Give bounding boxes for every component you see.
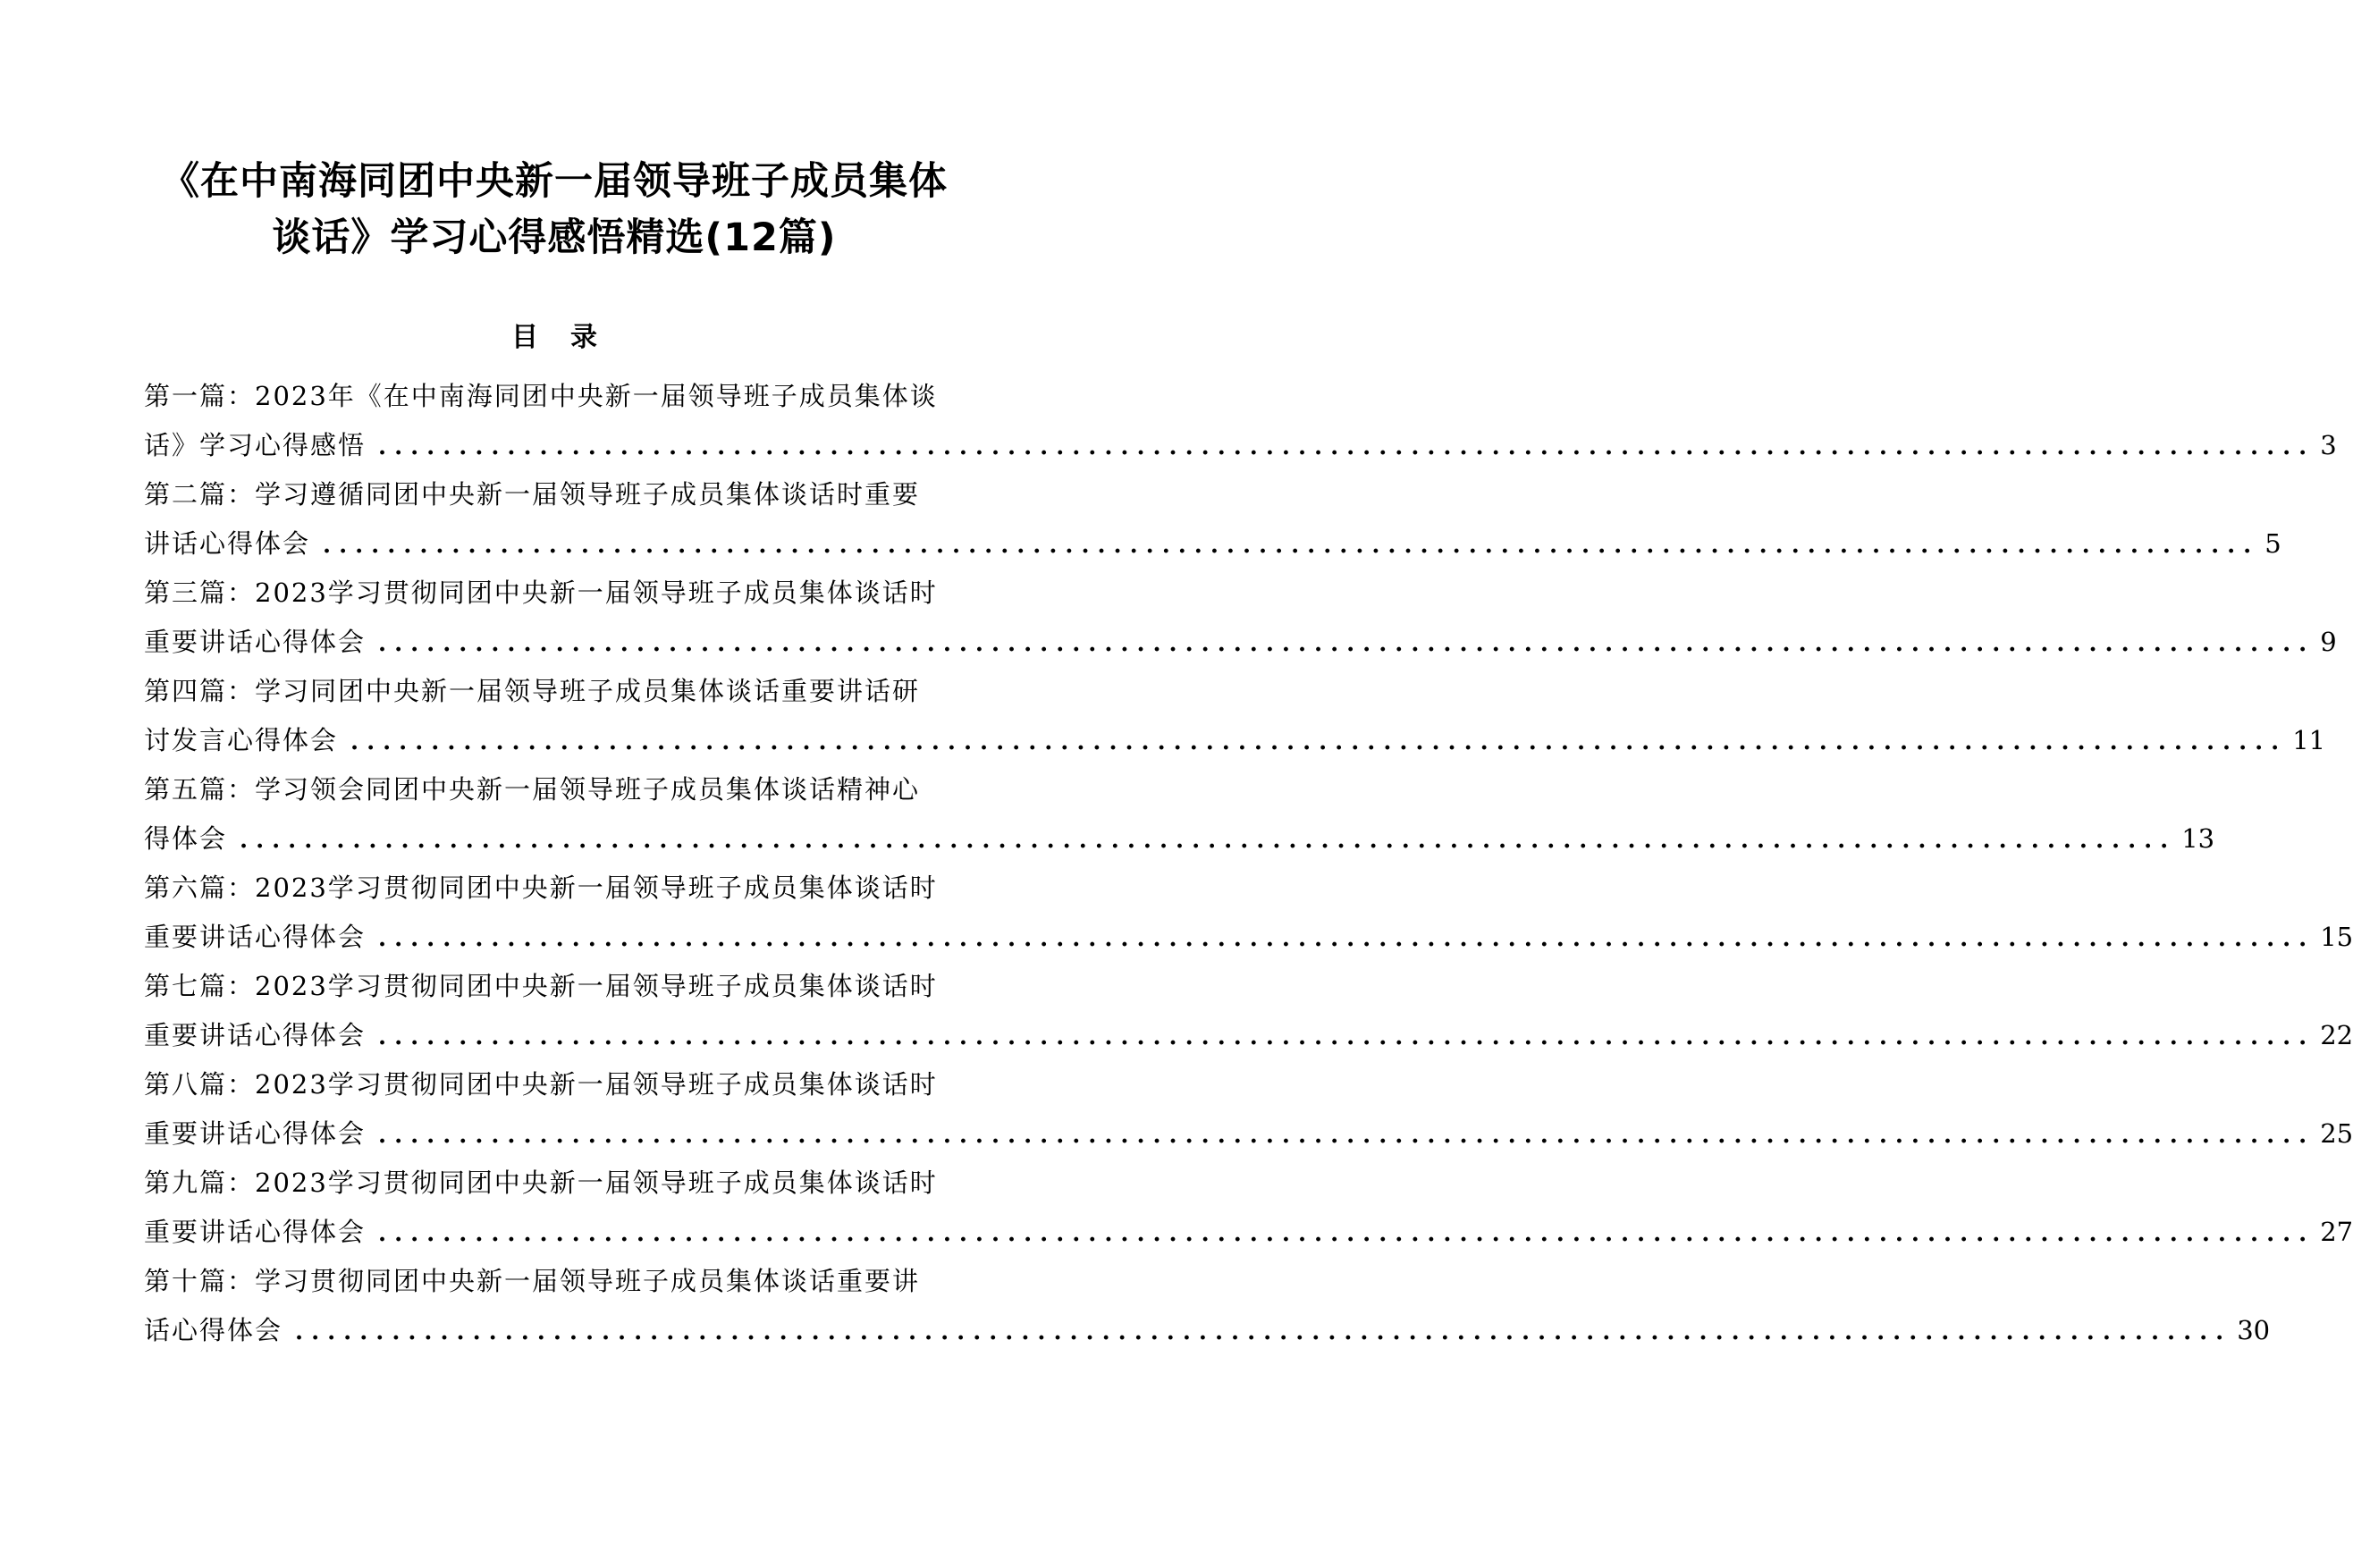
toc-page-number: 13 bbox=[2181, 823, 2215, 854]
dot-leader: ........................................................................................................................ bbox=[295, 1319, 2232, 1345]
toc-entry-title-continued: 重要讲话心得体会 bbox=[144, 1020, 367, 1050]
toc-entry-title: 第一篇：2023年《在中南海同团中央新一届领导班子成员集体谈 bbox=[144, 381, 938, 411]
toc-entry-title: 第五篇：学习领会同团中央新一届领导班子成员集体谈话精神心 bbox=[144, 774, 921, 805]
toc-entry-title: 第二篇：学习遵循同团中央新一届领导班子成员集体谈话时重要 bbox=[144, 479, 921, 510]
dot-leader: ........................................................................................................................ bbox=[378, 434, 2315, 460]
toc-entry-row bbox=[144, 814, 2215, 864]
toc-entry[interactable] bbox=[144, 1060, 2353, 1159]
toc-page-number: 30 bbox=[2237, 1315, 2271, 1345]
toc-entry[interactable] bbox=[144, 1159, 2353, 1257]
toc-entry-title-continued: 重要讲话心得体会 bbox=[144, 1217, 367, 1247]
toc-entry-row bbox=[144, 618, 2337, 667]
dot-leader: ........................................................................................................................ bbox=[240, 827, 2177, 854]
document-title-line-1: 《在中南海同团中央新一届领导班子成员集体 bbox=[161, 159, 948, 204]
toc-entry-row bbox=[144, 1306, 2271, 1355]
toc-page-number: 3 bbox=[2320, 430, 2337, 460]
dot-leader: ........................................................................................................................ bbox=[378, 630, 2315, 657]
toc-entry-title: 第四篇：学习同团中央新一届领导班子成员集体谈话重要讲话研 bbox=[144, 676, 921, 706]
toc-entry-title: 第三篇：2023学习贯彻同团中央新一届领导班子成员集体谈话时 bbox=[144, 577, 938, 608]
table-of-contents bbox=[144, 372, 2353, 1355]
toc-entry-title: 第六篇：2023学习贯彻同团中央新一届领导班子成员集体谈话时 bbox=[144, 873, 938, 903]
toc-entry-title-continued: 重要讲话心得体会 bbox=[144, 922, 367, 952]
toc-entry-title-continued: 话》学习心得感悟 bbox=[144, 430, 367, 460]
toc-entry-title-continued: 重要讲话心得体会 bbox=[144, 627, 367, 657]
document-title-line-2: 谈话》学习心得感悟精选(12篇) bbox=[272, 215, 837, 260]
dot-leader: ........................................................................................................................ bbox=[323, 532, 2260, 559]
dot-leader: ........................................................................................................................ bbox=[350, 729, 2288, 755]
document-title bbox=[107, 154, 1001, 266]
toc-entry-row bbox=[144, 1011, 2353, 1060]
toc-entry-row bbox=[144, 716, 2326, 765]
toc-entry[interactable] bbox=[144, 864, 2353, 962]
toc-entry[interactable] bbox=[144, 1257, 2271, 1355]
toc-entry-row bbox=[144, 1109, 2353, 1159]
toc-entry-title-continued: 讲话心得体会 bbox=[144, 528, 311, 559]
toc-entry[interactable] bbox=[144, 667, 2326, 765]
toc-entry-title-continued: 话心得体会 bbox=[144, 1315, 283, 1345]
toc-page-number: 11 bbox=[2292, 725, 2326, 755]
toc-entry-row bbox=[144, 1208, 2353, 1257]
toc-entry-title: 第八篇：2023学习贯彻同团中央新一届领导班子成员集体谈话时 bbox=[144, 1069, 938, 1100]
toc-entry[interactable] bbox=[144, 372, 2337, 470]
toc-entry-title-continued: 得体会 bbox=[144, 823, 228, 854]
toc-entry-title-continued: 重要讲话心得体会 bbox=[144, 1118, 367, 1149]
toc-entry[interactable] bbox=[144, 470, 2281, 569]
toc-entry-row bbox=[144, 421, 2337, 470]
toc-entry[interactable] bbox=[144, 765, 2215, 864]
toc-entry-title: 第九篇：2023学习贯彻同团中央新一届领导班子成员集体谈话时 bbox=[144, 1168, 938, 1198]
toc-entry[interactable] bbox=[144, 569, 2337, 667]
toc-page-number: 5 bbox=[2264, 528, 2281, 559]
toc-page-number: 25 bbox=[2320, 1118, 2353, 1149]
dot-leader: ........................................................................................................................ bbox=[378, 1220, 2315, 1247]
toc-entry-title-continued: 讨发言心得体会 bbox=[144, 725, 339, 755]
toc-page-number: 27 bbox=[2320, 1217, 2353, 1247]
toc-page-number: 15 bbox=[2320, 922, 2353, 952]
toc-heading: 目录 bbox=[511, 322, 629, 353]
toc-entry-title: 第七篇：2023学习贯彻同团中央新一届领导班子成员集体谈话时 bbox=[144, 971, 938, 1001]
dot-leader: ........................................................................................................................ bbox=[378, 1122, 2315, 1149]
toc-entry[interactable] bbox=[144, 962, 2353, 1060]
toc-page-number: 22 bbox=[2320, 1020, 2353, 1050]
dot-leader: ........................................................................................................................ bbox=[378, 925, 2315, 952]
dot-leader: ........................................................................................................................ bbox=[378, 1024, 2315, 1050]
toc-page-number: 9 bbox=[2320, 627, 2337, 657]
toc-entry-row bbox=[144, 913, 2353, 962]
toc-entry-row bbox=[144, 519, 2281, 569]
toc-entry-title: 第十篇：学习贯彻同团中央新一届领导班子成员集体谈话重要讲 bbox=[144, 1266, 921, 1296]
